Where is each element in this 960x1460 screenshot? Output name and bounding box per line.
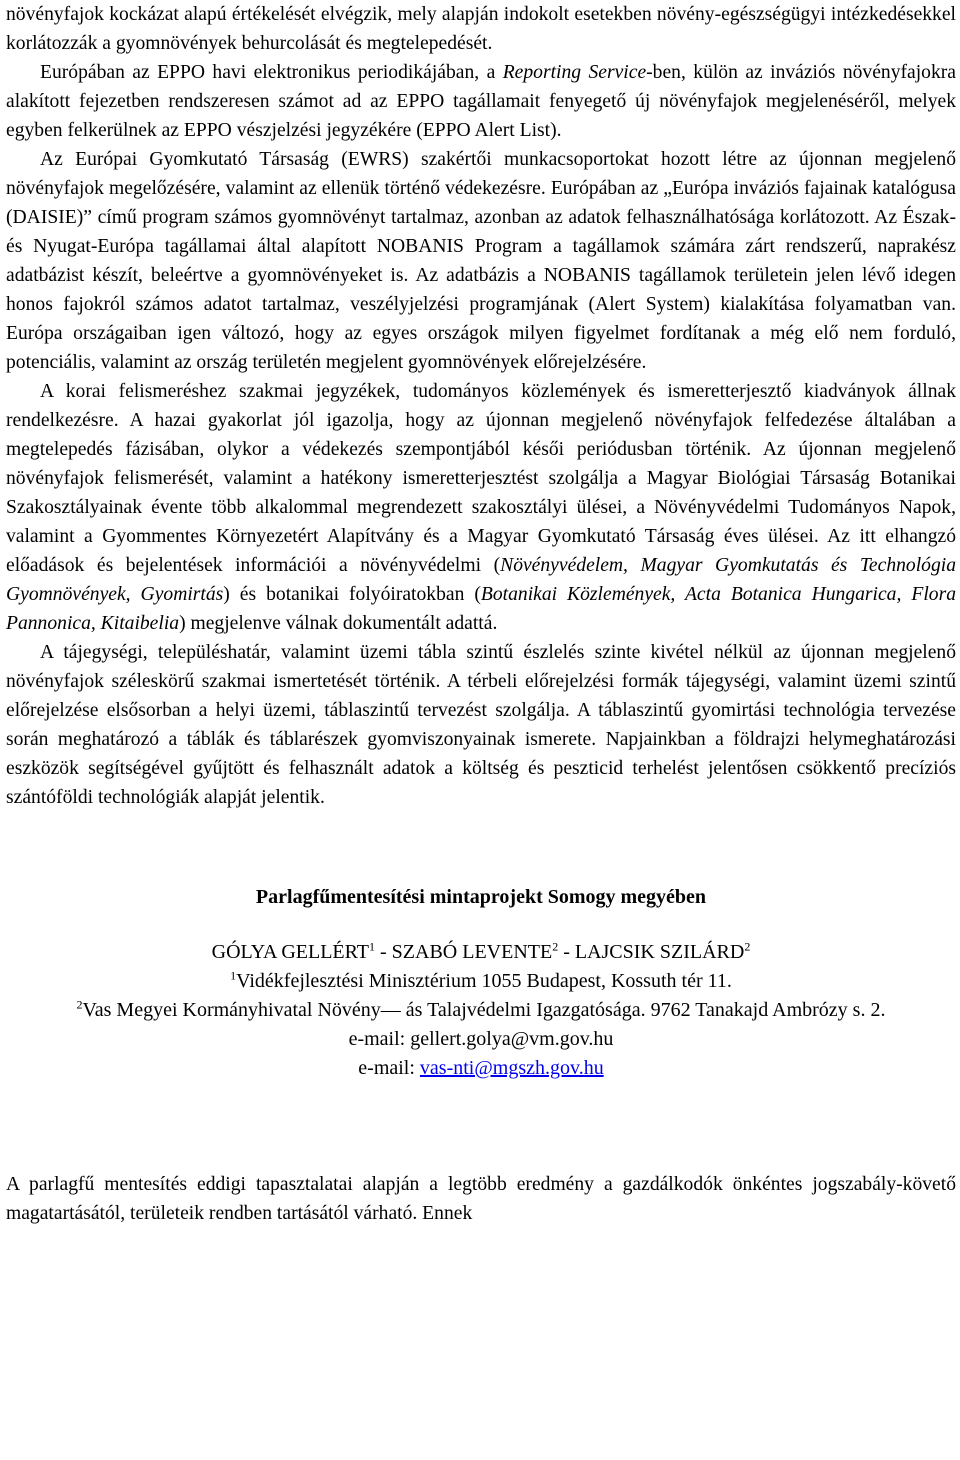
affiliation1-superscript: 1 [230,968,237,983]
eppo-text-b: -ben, külön az inváziós növényfajokra alakított fejezetben rendszeresen számot ad az EPPO tagállamait fenyegető új növényfajok megjelenéséről, melyek egyben felkerülnek az EPPO vészjelzési jegyzékére (EPPO Alert List). [6,62,956,141]
paragraph-intro [6,1170,956,1228]
regional-text: A tájegységi, településhatár, valamint üzemi tábla szintű észlelés szinte kivétel nélkül az újonnan megjelenő növényfajok széleskörű szakmai ismertetését történik. A térbeli előrejelzési formák tájegységi, valamint üzemi szintű előrejelzése elsősorban a helyi üzemi, táblaszintű tervezést szolgálja. A táblaszintű gyomirtási technológia tervezése során meghatározó a táblák és táblarészek gyomviszonyainak ismerete. Napjainkban a földrajzi helymeghatározási eszközök segítségével gyűjtött és felhasznált adatok a költség és peszticid terhelést jelentősen csökkentő precíziós szántóföldi technológiák alapját jelentik. [6,642,956,808]
paragraph-eppo [6,58,956,145]
early-recognition-text-b: ) és botanikai folyóiratokban ( [223,584,481,605]
email-1: e-mail: gellert.golya@vm.gov.hu [348,1028,614,1050]
author1-superscript: 1 [369,939,375,954]
early-recognition-text-c: ) megjelenve válnak dokumentált adattá. [179,613,498,634]
paragraph-continued-text: növényfajok kockázat alapú értékelését elvégzik, mely alapján indokolt esetekben növény-egészségügyi intézkedésekkel korlátozzák a gyomnövények behurcolását és megtelepedését. [6,4,956,54]
email2-prefix: e-mail: [358,1057,420,1079]
email-2 [6,1054,956,1083]
body-text [6,0,956,812]
affiliation-2 [6,996,956,1025]
paragraph-continued [6,0,956,58]
affiliation2-superscript: 2 [76,997,83,1012]
ewrs-text: Az Európai Gyomkutató Társaság (EWRS) szakértői munkacsoportokat hozott létre az újonnan megjelenő növényfajok megelőzésére, valamint az ellenük történő védekezésre. Európában az „Európa inváziós fajainak katalógusa (DAISIE)” című program számos gyomnövényt tartalmaz, azonban az adatok felhasználhatósága korlátozott. Az Észak- és Nyugat-Európa tagállamai által alapított NOBANIS Program a tagállamok számára zárt rendszerű, naprakész adatbázist készít, beleértve a gyomnövényeket is. Az adatbázis a NOBANIS tagállamok területein jelen lévő idegen honos fajokról számos adatot tartalmaz, veszélyjelzési programjának (Alert System) kialakítása folyamatban van. Európa országaiban igen változó, hogy az egyes országok milyen figyelmet fordítanak a még elő nem forduló, potenciális, valamint az ország területén megjelent gyomnövények előrejelzésére. [6,149,956,373]
author-szabo: - SZABÓ LEVENTE [375,941,553,963]
author-golya: GÓLYA GELLÉRT [211,941,369,963]
author-lajcsik: - LAJCSIK SZILÁRD [558,941,745,963]
journals-plant-protection-italic: Növényvédelem, Magyar Gyomkutatás és Technológia Gyomnövények, Gyomirtás [6,555,956,605]
affiliation-1 [6,967,956,996]
authors-line [6,938,956,967]
reporting-service-italic: Reporting Service [502,62,647,83]
email-link[interactable]: vas-nti@mgszh.gov.hu [419,1057,604,1079]
early-recognition-text-a: A korai felismeréshez szakmai jegyzékek, tudományos közlemények és ismeretterjesztő kiadványok állnak rendelkezésre. A hazai gyakorlat jól igazolja, hogy az újonnan megjelenő növényfajok felfedezése általában a megtelepedés fázisában, olykor a védekezés szempontjából késői periódusban történik. Az újonnan megjelenő növényfajok felismerését, valamint a hatékony ismeretterjesztést szolgálja a Magyar Biológiai Társaság Botanikai Szakosztályainak évente több alkalommal megrendezett szakosztályi ülései, a Növényvédelmi Tudományos Napok, valamint a Gyommentes Környezetért Alapítvány és a Magyar Gyomkutató Társaság éves ülései. Az itt elhangzó előadások és bejelentések információi a növényvédelmi ( [6,381,956,576]
paragraph-regional [6,638,956,812]
author2-superscript: 2 [552,939,559,954]
eppo-text-a: Európában az EPPO havi elektronikus periodikájában, a [40,62,503,83]
journals-botanical-italic: Botanikai Közlemények, Acta Botanica Hungarica, Flora Pannonica, Kitaibelia [6,584,956,634]
affiliation2-text: Vas Megyei Kormányhivatal Növény— ás Talajvédelmi Igazgatósága. 9762 Tanakajd Ambrózy s. 2. [82,999,886,1021]
paragraph-ewrs [6,145,956,377]
author3-superscript: 2 [744,939,751,954]
article-title: Parlagfűmentesítési mintaprojekt Somogy megyében [255,886,707,908]
paragraph-early-recognition [6,377,956,638]
affiliation1-text: Vidékfejlesztési Minisztérium 1055 Budapest, Kossuth tér 11. [236,970,732,992]
intro-text: A parlagfű mentesítés eddigi tapasztalatai alapján a legtöbb eredmény a gazdálkodók önkéntes jogszabály-követő magatartásától, területeik rendben tartásától várható. Ennek [6,1174,956,1224]
document-page [6,0,956,1228]
